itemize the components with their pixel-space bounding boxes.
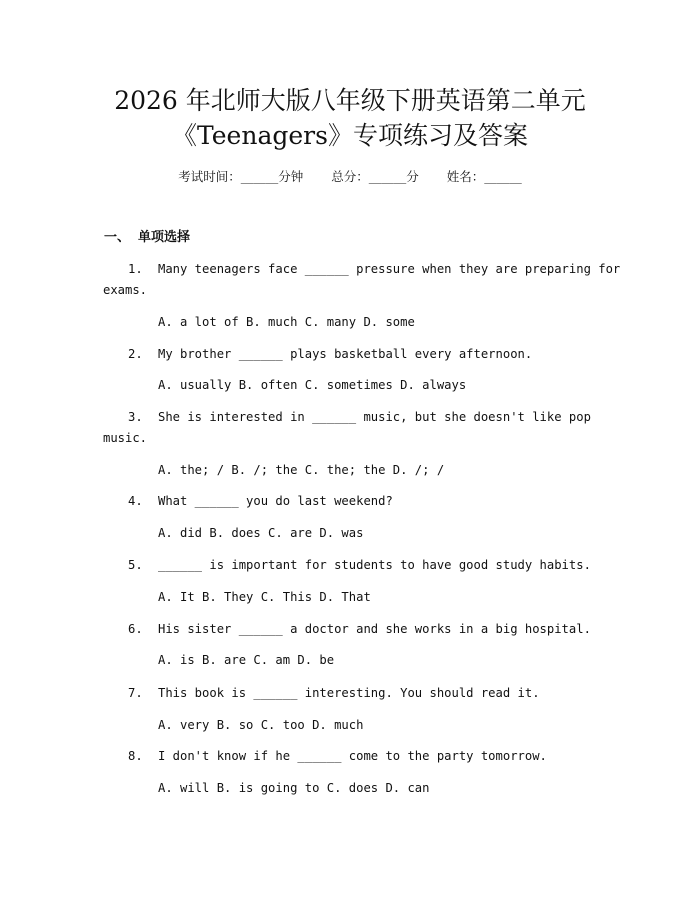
question-item (103, 491, 597, 512)
question-text: My brother ______ plays basketball every afternoon. (158, 347, 533, 361)
document-title-line-1: 2026 年北师大版八年级下册英语第二单元 (114, 86, 586, 115)
question-item (103, 407, 597, 449)
question-options: A. is B. are C. am D. be (158, 653, 335, 667)
question-number: 1. (128, 262, 143, 276)
question-number: 2. (128, 347, 143, 361)
question-number: 4. (128, 494, 143, 508)
total-score-blank: ______ (368, 169, 407, 184)
question-options: A. will B. is going to C. does D. can (158, 781, 430, 795)
student-name-blank: ______ (484, 169, 522, 184)
question-options: A. did B. does C. are D. was (158, 526, 364, 540)
question-item (103, 746, 597, 767)
question-text-continued: exams. (103, 283, 148, 297)
exam-time-blank: ______ (240, 169, 279, 184)
student-name-label: 姓名： (446, 169, 485, 184)
question-text-continued: music. (103, 431, 148, 445)
question-options: A. the; / B. /; the C. the; the D. /; / (158, 463, 445, 477)
question-text: Many teenagers face ______ pressure when they are preparing for (158, 262, 621, 276)
document-title-line-2: 《Teenagers》专项练习及答案 (172, 121, 528, 150)
exam-time-unit: 分钟 (278, 169, 304, 184)
question-text: This book is ______ interesting. You should read it. (158, 686, 540, 700)
question-item (103, 344, 597, 365)
total-score-label: 总分： (331, 169, 369, 184)
question-number: 6. (128, 622, 143, 636)
question-number: 3. (128, 410, 143, 424)
question-item (103, 683, 597, 704)
exam-time-label: 考试时间： (178, 169, 241, 184)
question-text: I don't know if he ______ come to the party tomorrow. (158, 749, 547, 763)
exam-info (0, 168, 700, 186)
question-text: What ______ you do last weekend? (158, 494, 393, 508)
total-score-unit: 分 (406, 169, 419, 184)
question-number: 5. (128, 558, 143, 572)
question-text: ______ is important for students to have good study habits. (158, 558, 591, 572)
question-options: A. usually B. often C. sometimes D. always (158, 378, 467, 392)
question-item (103, 259, 621, 301)
section-heading (104, 229, 190, 247)
question-number: 7. (128, 686, 143, 700)
question-options: A. very B. so C. too D. much (158, 718, 364, 732)
question-item (103, 619, 597, 640)
question-options: A. a lot of B. much C. many D. some (158, 315, 415, 329)
question-item (103, 555, 597, 576)
student-name-field (447, 169, 522, 184)
exam-time-field (178, 169, 303, 184)
total-score-field (331, 169, 419, 184)
section-title: 单项选择 (138, 230, 191, 245)
question-text: His sister ______ a doctor and she works in a big hospital. (158, 622, 591, 636)
question-number: 8. (128, 749, 143, 763)
section-number: 一、 (104, 230, 131, 245)
question-options: A. It B. They C. This D. That (158, 590, 371, 604)
question-text: She is interested in ______ music, but she doesn't like pop (158, 410, 591, 424)
